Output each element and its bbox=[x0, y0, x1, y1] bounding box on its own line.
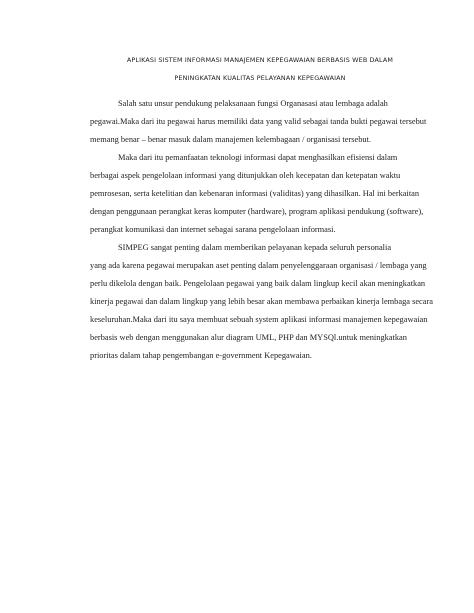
paragraph-line: perlu dikelola dengan baik. Pengelolaan pegawai yang baik dalam lingkup kecil akan meningkatkan bbox=[90, 279, 426, 288]
paragraph-line: memang benar – benar masuk dalam manajemen kelembagaan / organisasi tersebut. bbox=[90, 135, 372, 144]
paragraph-line: Salah satu unsur pendukung pelaksanaan fungsi Organasasi atau lembaga adalah bbox=[118, 99, 388, 108]
paragraph-line: yang ada karena pegawai merupakan aset penting dalam penyelenggaraan organisasi / lembaga yang bbox=[90, 261, 427, 270]
paragraph-line: berbagai aspek pengelolaan informasi yang ditunjukkan oleh kecepatan dan ketepatan waktu bbox=[90, 171, 401, 180]
paragraph-line: SIMPEG sangat penting dalam memberikan pelayanan kepada seluruh personalia bbox=[118, 243, 392, 252]
document-title-line-1: APLIKASI SISTEM INFORMASI MANAJEMEN KEPEGAWAIAN BERBASIS WEB DALAM bbox=[126, 56, 394, 64]
paragraph-line: pemrosesan, serta ketelitian dan kebenaran informasi (validitas) yang dihasilkan. Hal ini berkaitan bbox=[90, 189, 420, 198]
paragraph-line: Maka dari itu pemanfaatan teknologi informasi dapat menghasilkan efisiensi dalam bbox=[118, 153, 398, 162]
paragraph-line: berbasis web dengan menggunakan alur diagram UML, PHP dan MYSQl.untuk meningkatkan bbox=[90, 333, 407, 342]
paragraph-line: dengan penggunaan perangkat keras komputer (hardware), program aplikasi pendukung (software), bbox=[90, 207, 424, 216]
paragraph-line: kinerja pegawai dan dalam lingkup yang lebih besar akan membawa perbaikan kinerja lembaga secara bbox=[90, 297, 433, 306]
paragraph-line: prioritas dalam tahap pengembangan e-government Kepegawaian. bbox=[90, 351, 312, 360]
paragraph-line: pegawai.Maka dari itu pegawai harus memiliki data yang valid sebagai tanda bukti pegawai tersebut bbox=[90, 117, 427, 126]
document-title-line-2: PENINGKATAN KUALITAS PELAYANAN KEPEGAWAIAN bbox=[174, 74, 346, 82]
paragraph-line: keseluruhan.Maka dari itu saya membuat sebuah system aplikasi informasi manajemen kepegawaian bbox=[90, 315, 428, 324]
paragraph-line: perangkat komunikasi dan internet sebagai sarana pengelolaan informasi. bbox=[90, 225, 336, 234]
